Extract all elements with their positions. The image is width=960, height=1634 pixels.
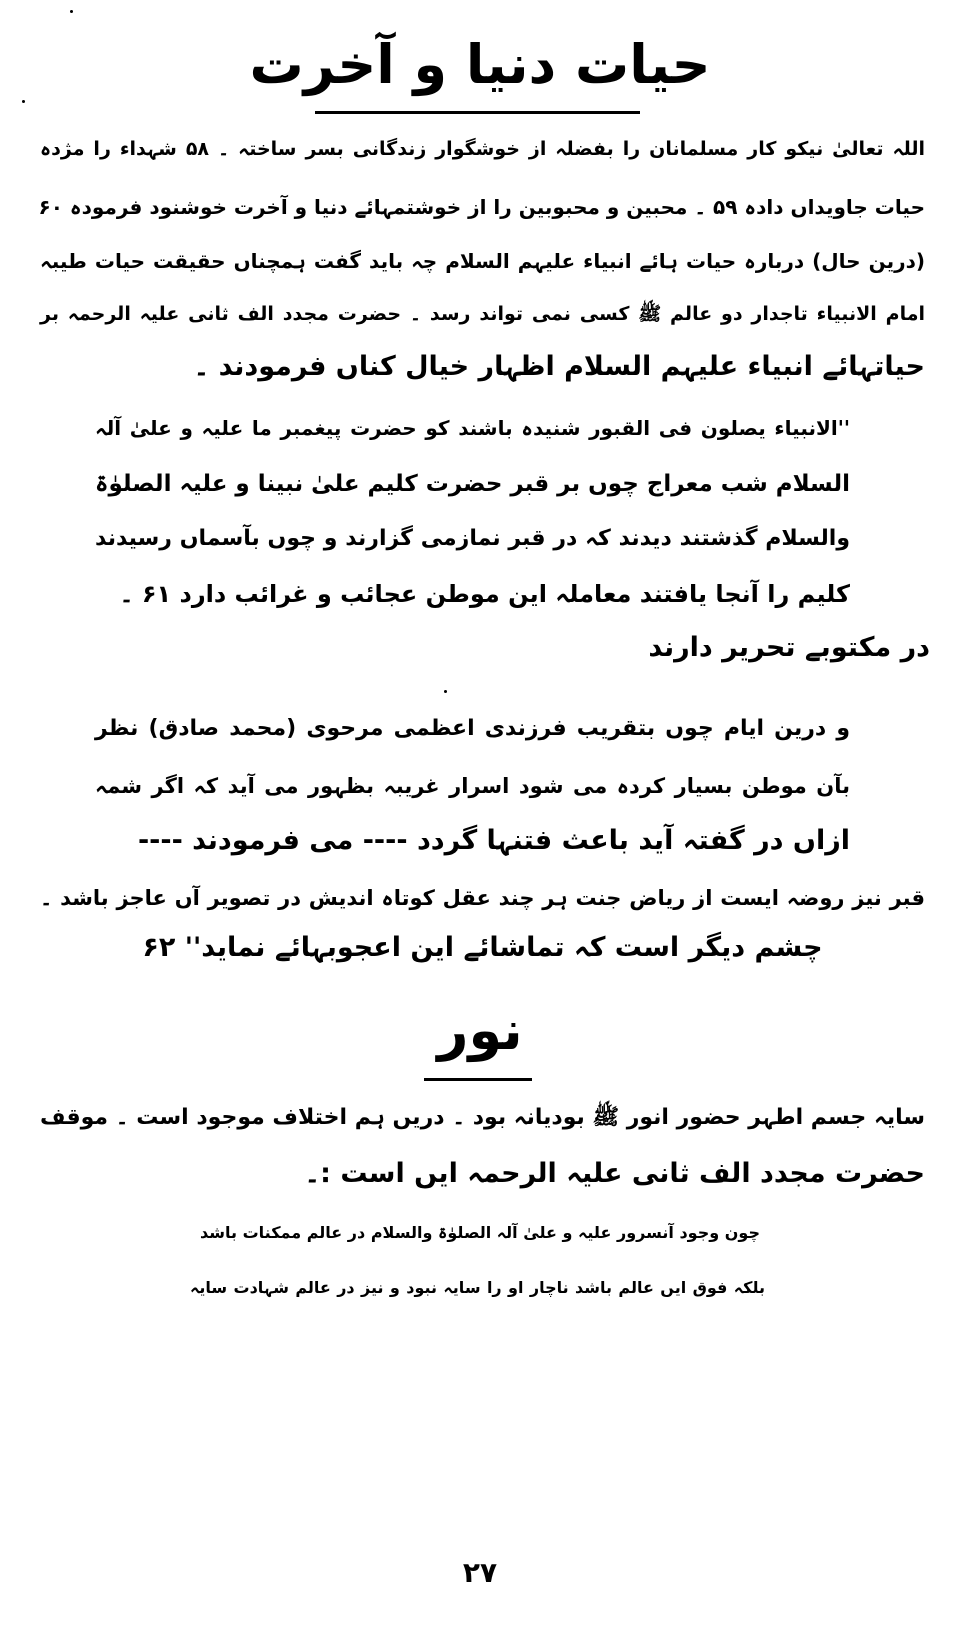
paragraph-line: حیاتہائے انبیاء علیہم السلام اظہار خیال کناں فرمودند ۔ — [193, 351, 925, 382]
scan-speck — [70, 10, 73, 13]
closing-line: چشم دیگر است کہ تماشائے این اعجوبہائے نماید'' ۶۲ — [142, 932, 823, 963]
section-heading-hayat: حیات دنیا و آخرت — [249, 33, 711, 96]
paragraph-line: امام الانبیاء تاجدار دو عالم ﷺ کسی نمی تواند رسد ۔ حضرت مجدد الف ثانی علیہ الرحمہ بر — [40, 303, 925, 325]
quote-line: بآن موطن بسیار کردہ می شود اسرار غریبہ بظہور می آید کہ اگر شمہ — [95, 774, 850, 798]
paragraph-line: سایہ جسم اطہر حضور انور ﷺ بودیانہ بود ۔ دریں ہم اختلاف موجود است ۔ موقف — [40, 1105, 925, 1130]
closing-line: قبر نیز روضہ ایست از ریاض جنت ہر چند عقل کوتاہ اندیش در تصویر آں عاجز باشد ۔ — [40, 886, 925, 910]
letter-intro: در مکتوبے تحریر دارند — [648, 632, 930, 663]
quote-line: ''الانبیاء یصلون فی القبور شنیدہ باشند کو حضرت پیغمبر ما علیہ و علیٰ آلہ — [95, 416, 850, 440]
quote-line: ازاں در گفتہ آید باعث فتنہا گردد ---- می فرمودند ---- — [137, 825, 850, 856]
quote-line: کلیم را آنجا یافتند معاملہ این موطن عجائب و غرائب دارد ۶۱ ۔ — [119, 580, 850, 608]
paragraph-line: حیات جاویداں دادہ ۵۹ ۔ محبین و محبوبین را از خوشتمہائے دنیا و آخرت خوشنود فرمودہ ۶۰ — [38, 195, 925, 219]
paragraph-line: حضرت مجدد الف ثانی علیہ الرحمہ ایں است :۔ — [304, 1158, 925, 1189]
quote-line: السلام شب معراج چوں بر قبر حضرت کلیم علیٰ نبینا و علیہ الصلوٰۃ — [94, 471, 850, 497]
page-number: ۲۷ — [462, 1556, 498, 1589]
paragraph-line: (درین حال) دربارہ حیات ہائے انبیاء علیہم السلام چہ باید گفت ہمچناں حقیقت حیات طیبہ — [40, 249, 925, 273]
scan-speck — [22, 100, 25, 103]
quote-line: والسلام گذشتند دیدند کہ در قبر نمازمی گزارند و چوں بآسماں رسیدند — [95, 526, 850, 551]
quote-line: و درین ایام چوں بتقریب فرزندی اعظمی مرحوی (محمد صادق) نظر — [95, 716, 850, 741]
heading-underline — [315, 111, 640, 114]
heading-underline — [424, 1078, 532, 1081]
section-heading-noor: نور — [437, 999, 523, 1062]
quote-line: چون وجود آنسرور علیہ و علیٰ آلہ الصلوٰۃ والسلام در عالم ممکنات باشد — [200, 1223, 760, 1242]
scan-speck — [444, 690, 447, 693]
paragraph-line: اللہ تعالیٰ نیکو کار مسلمانان را بفضلہ از خوشگوار زندگانی بسر ساختہ ۔ ۵۸ شہداء را مژدہ — [40, 138, 926, 160]
quote-line: بلکہ فوق ایں عالم باشد ناچار او را سایہ نبود و نیز در عالم شہادت سایہ — [190, 1278, 765, 1297]
